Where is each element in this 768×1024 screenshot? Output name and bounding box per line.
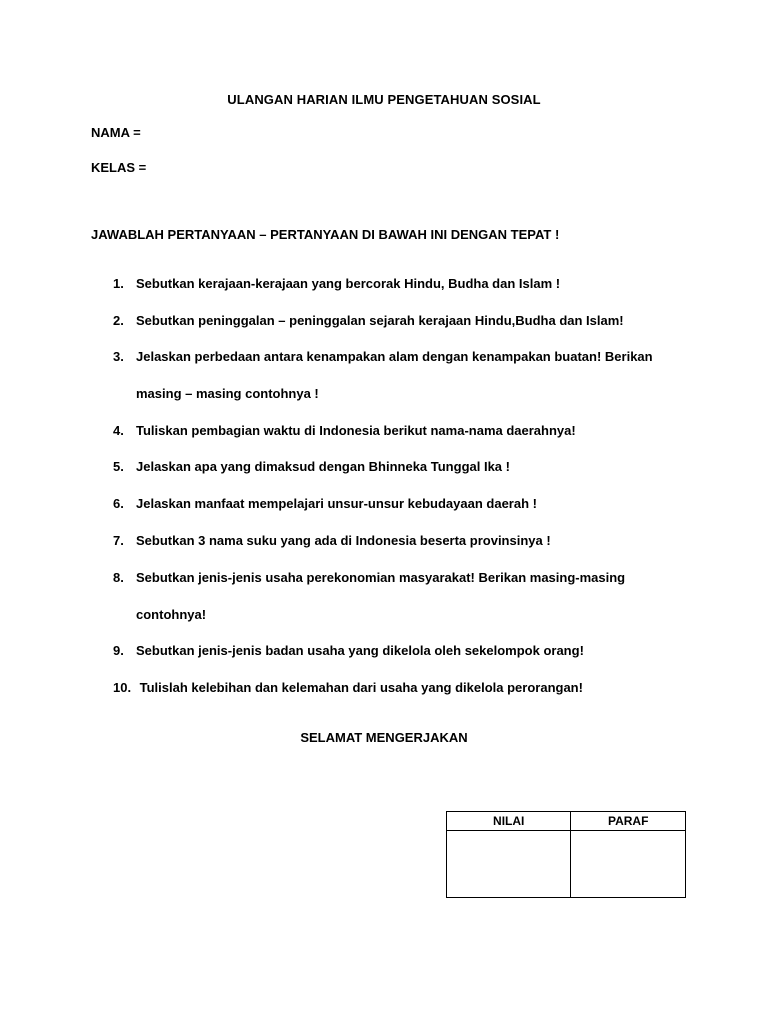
question-number: 3. (113, 349, 124, 364)
question-number: 10. (113, 680, 132, 695)
question-continuation: masing – masing contohnya ! (136, 386, 319, 401)
nama-field: NAMA = (91, 125, 141, 140)
question-text: Tuliskan pembagian waktu di Indonesia berikut nama-nama daerahnya! (136, 423, 576, 438)
question-text: Jelaskan perbedaan antara kenampakan alam dengan kenampakan buatan! Berikan (136, 349, 653, 364)
grade-header-paraf: PARAF (571, 812, 686, 831)
question-number: 2. (113, 313, 124, 328)
question-number: 9. (113, 643, 124, 658)
page-title: ULANGAN HARIAN ILMU PENGETAHUAN SOSIAL (227, 92, 541, 107)
question-item (113, 643, 584, 658)
question-number: 6. (113, 496, 124, 511)
question-text: Sebutkan kerajaan-kerajaan yang bercorak Hindu, Budha dan Islam ! (136, 276, 561, 291)
question-number: 7. (113, 533, 124, 548)
question-text: Sebutkan 3 nama suku yang ada di Indonesia beserta provinsinya ! (136, 533, 551, 548)
question-number: 4. (113, 423, 124, 438)
question-text: Jelaskan apa yang dimaksud dengan Bhinneka Tunggal Ika ! (136, 459, 510, 474)
question-item (113, 459, 510, 474)
question-item (113, 276, 560, 291)
closing-text: SELAMAT MENGERJAKAN (300, 730, 468, 745)
question-text: Tulislah kelebihan dan kelemahan dari usaha yang dikelola perorangan! (136, 680, 583, 695)
kelas-field: KELAS = (91, 160, 147, 175)
question-number: 8. (113, 570, 124, 585)
question-text: Jelaskan manfaat mempelajari unsur-unsur kebudayaan daerah ! (136, 496, 537, 511)
grade-cell-paraf (571, 831, 686, 898)
question-item (113, 680, 583, 695)
grade-table (446, 811, 686, 898)
question-text: Sebutkan jenis-jenis usaha perekonomian masyarakat! Berikan masing-masing (136, 570, 626, 585)
question-item (113, 423, 576, 438)
question-item (113, 496, 537, 511)
question-item (113, 570, 625, 585)
instruction: JAWABLAH PERTANYAAN – PERTANYAAN DI BAWAH INI DENGAN TEPAT ! (91, 227, 560, 242)
question-item (113, 313, 624, 328)
grade-header-nilai: NILAI (447, 812, 571, 831)
question-number: 1. (113, 276, 124, 291)
question-number: 5. (113, 459, 124, 474)
question-item (113, 349, 653, 364)
question-item (113, 533, 551, 548)
question-continuation: contohnya! (136, 607, 207, 622)
question-text: Sebutkan peninggalan – peninggalan sejarah kerajaan Hindu,Budha dan Islam! (136, 313, 624, 328)
grade-cell-nilai (447, 831, 571, 898)
question-text: Sebutkan jenis-jenis badan usaha yang dikelola oleh sekelompok orang! (136, 643, 584, 658)
